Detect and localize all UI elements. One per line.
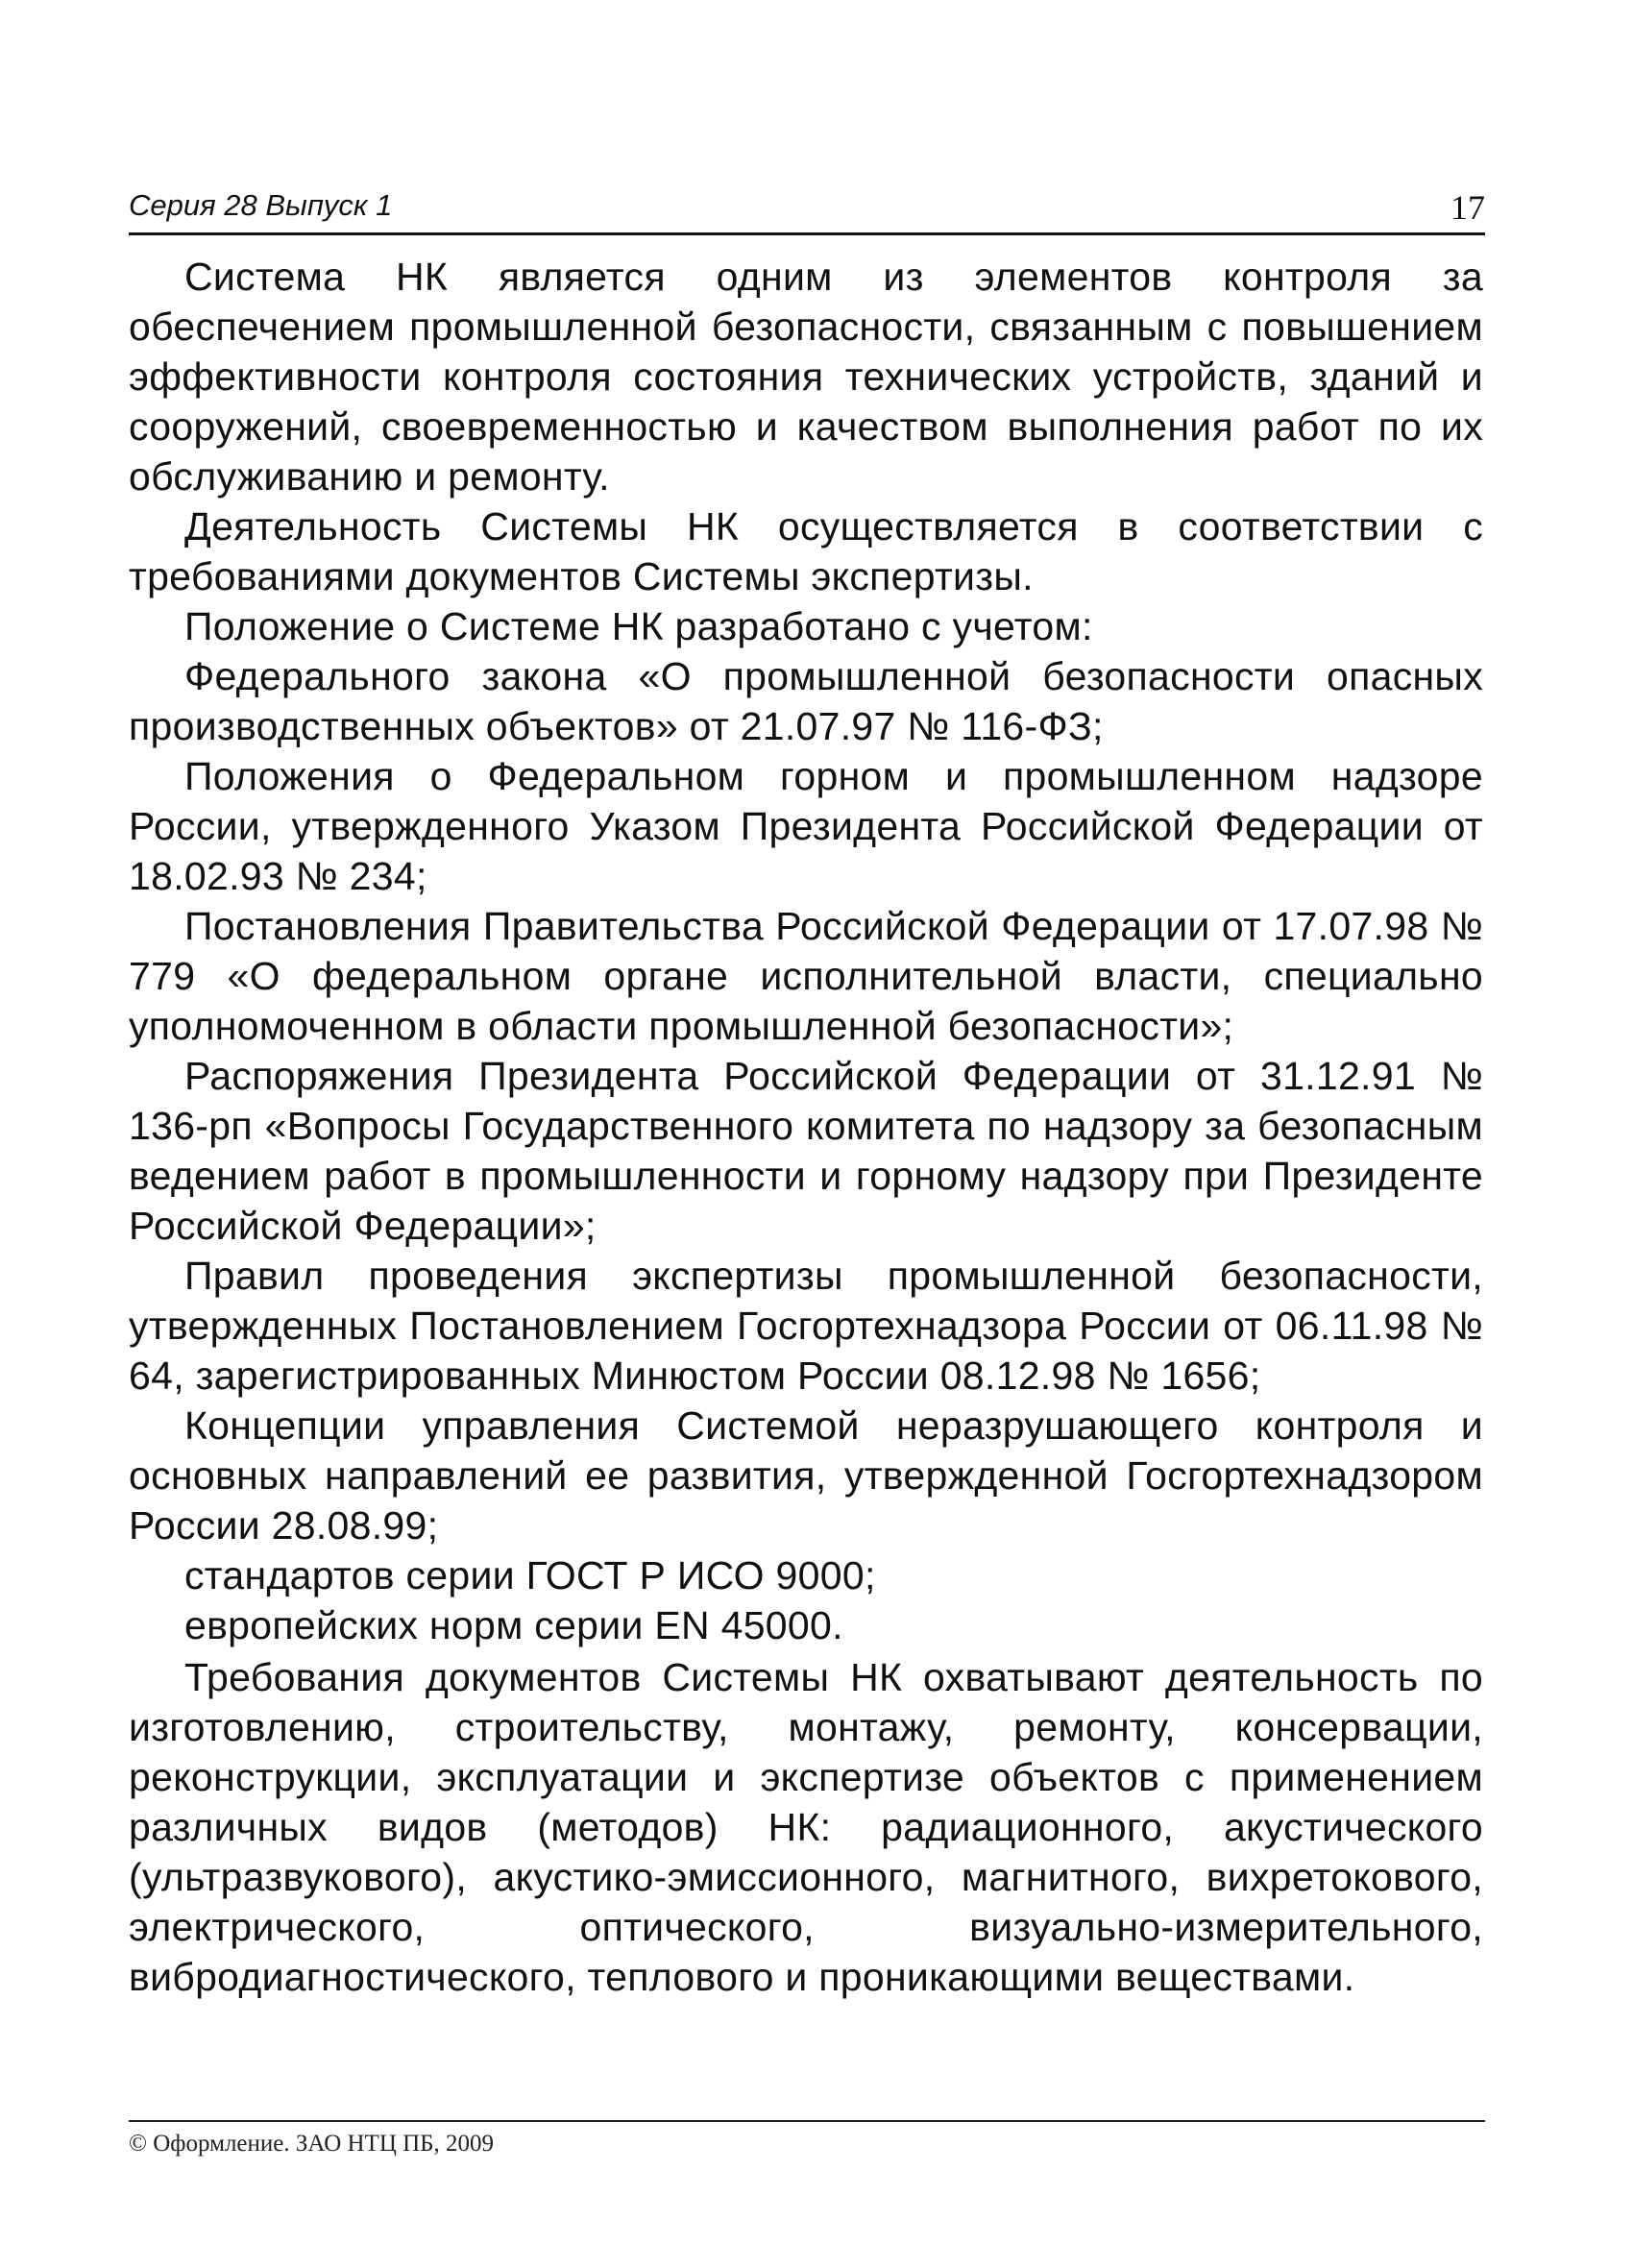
list-item-iso-9000: стандартов серии ГОСТ Р ИСО 9000; — [184, 1553, 876, 1597]
list-item-gosgortekhnadzor-regulation: Положения о Федеральном горном и промышленном надзоре России, утвержденного Указом Президента Российской Федерации от 18.02.93 № 234; — [129, 754, 1483, 898]
paragraph-activity: Деятельность Системы НК осуществляется в соответствии с требованиями документов Системы экспертизы. — [129, 504, 1483, 598]
paragraph-requirements-scope: Требования документов Системы НК охватывают деятельность по изготовлению, строительству, монтажу, ремонту, консервации, реконструкции, эксплуатации и экспертизе объектов с применением различных видов (методов) НК: радиационного, акустического (ультразвукового), акустико-эмиссионного, магнитного, вихретокового, электрического, оптического, визуально-измерительного, вибродиагностического, теплового и проникающими веществами. — [129, 1655, 1483, 1999]
page-number: 17 — [1450, 188, 1485, 227]
paragraph-system-role: Система НК является одним из элементов контроля за обеспечением промышленной безопасности, связанным с повышением эффективности контроля состояния технических устройств, зданий и сооружений, своевременностью и качеством выполнения работ по их обслуживанию и ремонту. — [129, 255, 1483, 499]
list-item-presidential-order: Распоряжения Президента Российской Федерации от 31.12.91 № 136-рп «Вопросы Государственного комитета по надзору за безопасным ведением работ в промышленности и горному надзору при Президенте Российской Федерации»; — [129, 1054, 1483, 1248]
list-item-ndt-concept: Концепции управления Системой неразрушающего контроля и основных направлений ее развития, утвержденной Госгортехнадзором России 28.08.99; — [129, 1403, 1483, 1548]
header-rule — [129, 232, 1485, 235]
paragraph-developed-with: Положение о Системе НК разработано с учетом: — [184, 604, 1093, 648]
copyright-footer: © Оформление. ЗАО НТЦ ПБ, 2009 — [129, 2131, 495, 2157]
list-item-expertise-rules: Правил проведения экспертизы промышленной безопасности, утвержденных Постановлением Госгортехнадзора России от 06.11.98 № 64, зарегистрированных Минюстом России 08.12.98 № 1656; — [129, 1254, 1483, 1398]
list-item-en-45000: европейских норм серии EN 45000. — [184, 1603, 843, 1647]
list-item-federal-law: Федерального закона «О промышленной безопасности опасных производственных объектов» от 21.07.97 № 116-ФЗ; — [129, 654, 1483, 748]
series-label: Серия 28 Выпуск 1 — [129, 188, 393, 222]
list-item-government-decree: Постановления Правительства Российской Федерации от 17.07.98 № 779 «О федеральном органе исполнительной власти, специально уполномоченном в области промышленной безопасности»; — [129, 904, 1483, 1048]
running-header — [129, 186, 1485, 231]
body-text — [129, 252, 1483, 2002]
footer-rule — [129, 2120, 1485, 2122]
